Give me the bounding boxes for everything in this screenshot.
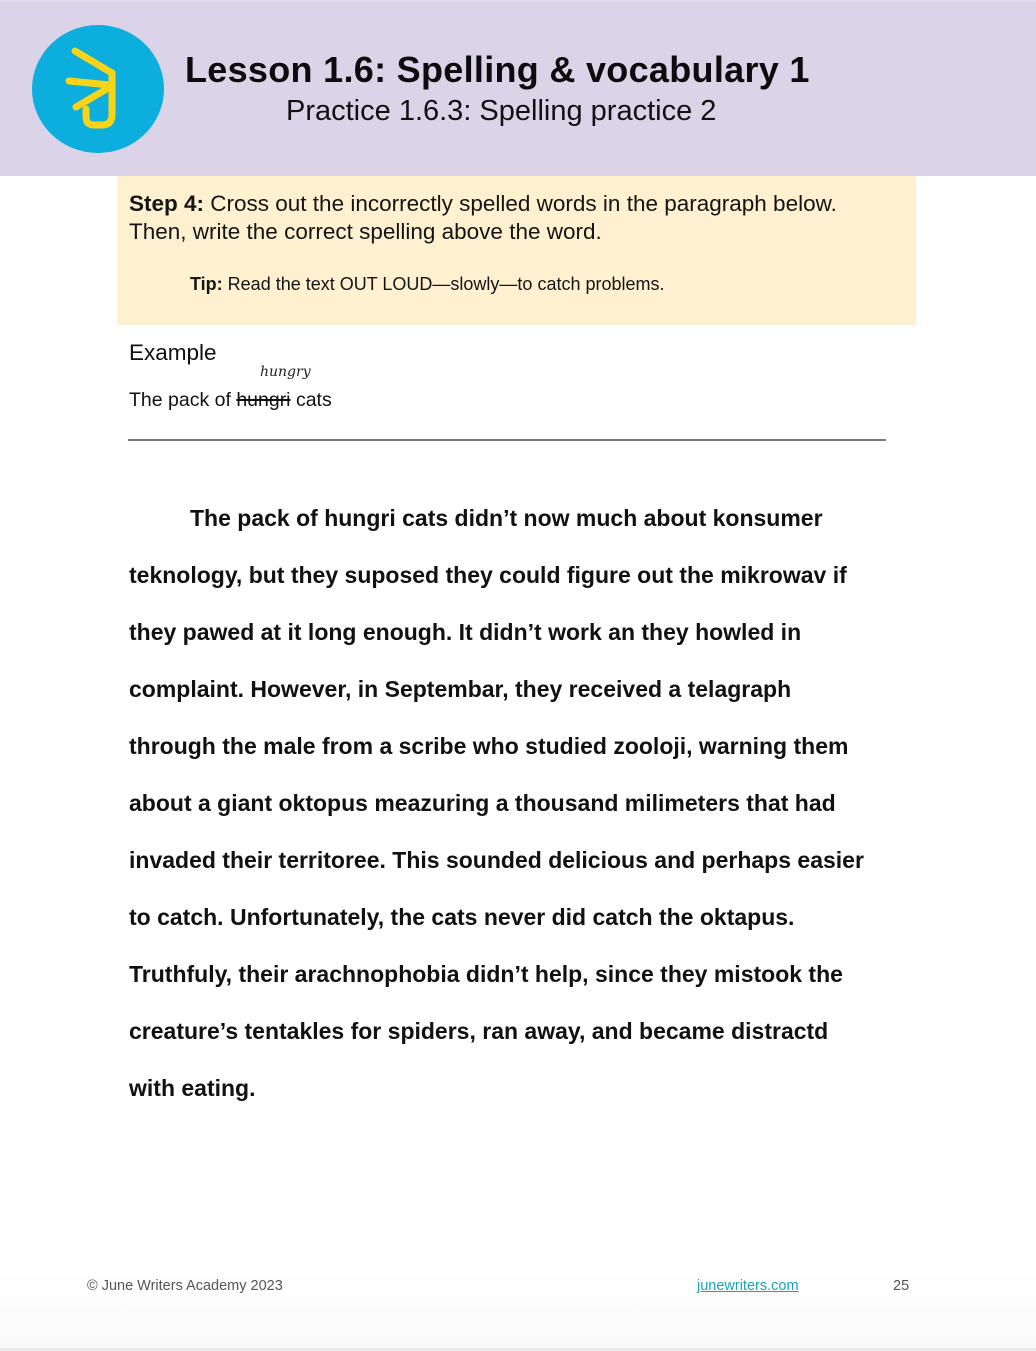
- paragraph-line: teknology, but they suposed they could figure out the mikrowav if: [129, 562, 847, 588]
- paragraph-line: invaded their territoree. This sounded delicious and perhaps easier: [129, 847, 864, 873]
- tip-description: Read the text OUT LOUD—slowly—to catch problems.: [222, 274, 665, 294]
- instructions-box: [117, 176, 916, 325]
- example-sentence-start: The pack of: [129, 389, 237, 411]
- practice-paragraph: [129, 490, 904, 1117]
- lesson-title: Lesson 1.6: Spelling & vocabulary 1: [185, 49, 810, 90]
- page-number: 25: [893, 1278, 910, 1294]
- paragraph-line: Truthfuly, their arachnophobia didn’t help, since they mistook the: [129, 961, 843, 987]
- example-crossed-out-word: hungri: [236, 389, 291, 411]
- example-sentence-end: cats: [290, 389, 332, 411]
- paragraph-line: The pack of hungri cats didn’t now much about konsumer: [190, 505, 823, 531]
- paragraph-line: complaint. However, in Septembar, they received a telagraph: [129, 676, 792, 702]
- example-sentence: [129, 389, 332, 412]
- example-handwritten-correction: hungry: [260, 364, 311, 380]
- step-description: Cross out the incorrectly spelled words in the paragraph below. Then, write the correct spelling above the word.: [129, 191, 837, 244]
- tip-label: Tip:: [190, 274, 223, 294]
- section-divider: [128, 439, 886, 441]
- paragraph-line: they pawed at it long enough. It didn’t work an they howled in: [129, 619, 802, 645]
- tip: [190, 274, 665, 295]
- step-label: Step 4:: [129, 191, 205, 216]
- lesson-header: [0, 0, 1036, 176]
- paragraph-line: creature’s tentakles for spiders, ran away, and became distractd: [129, 1018, 829, 1044]
- june-writers-logo-icon: [32, 25, 164, 153]
- practice-subtitle: Practice 1.6.3: Spelling practice 2: [286, 95, 717, 127]
- example-heading: Example: [129, 340, 217, 365]
- paragraph-line: through the male from a scribe who studied zooloji, warning them: [129, 733, 849, 759]
- website-link[interactable]: junewriters.com: [697, 1278, 799, 1294]
- page-footer: [0, 1270, 1036, 1351]
- paragraph-line: about a giant oktopus meazuring a thousand milimeters that had: [129, 790, 836, 816]
- step-instruction: [129, 190, 899, 246]
- paragraph-line: to catch. Unfortunately, the cats never did catch the oktapus.: [129, 904, 795, 930]
- copyright-notice: © June Writers Academy 2023: [87, 1278, 283, 1294]
- paragraph-line: with eating.: [129, 1075, 256, 1101]
